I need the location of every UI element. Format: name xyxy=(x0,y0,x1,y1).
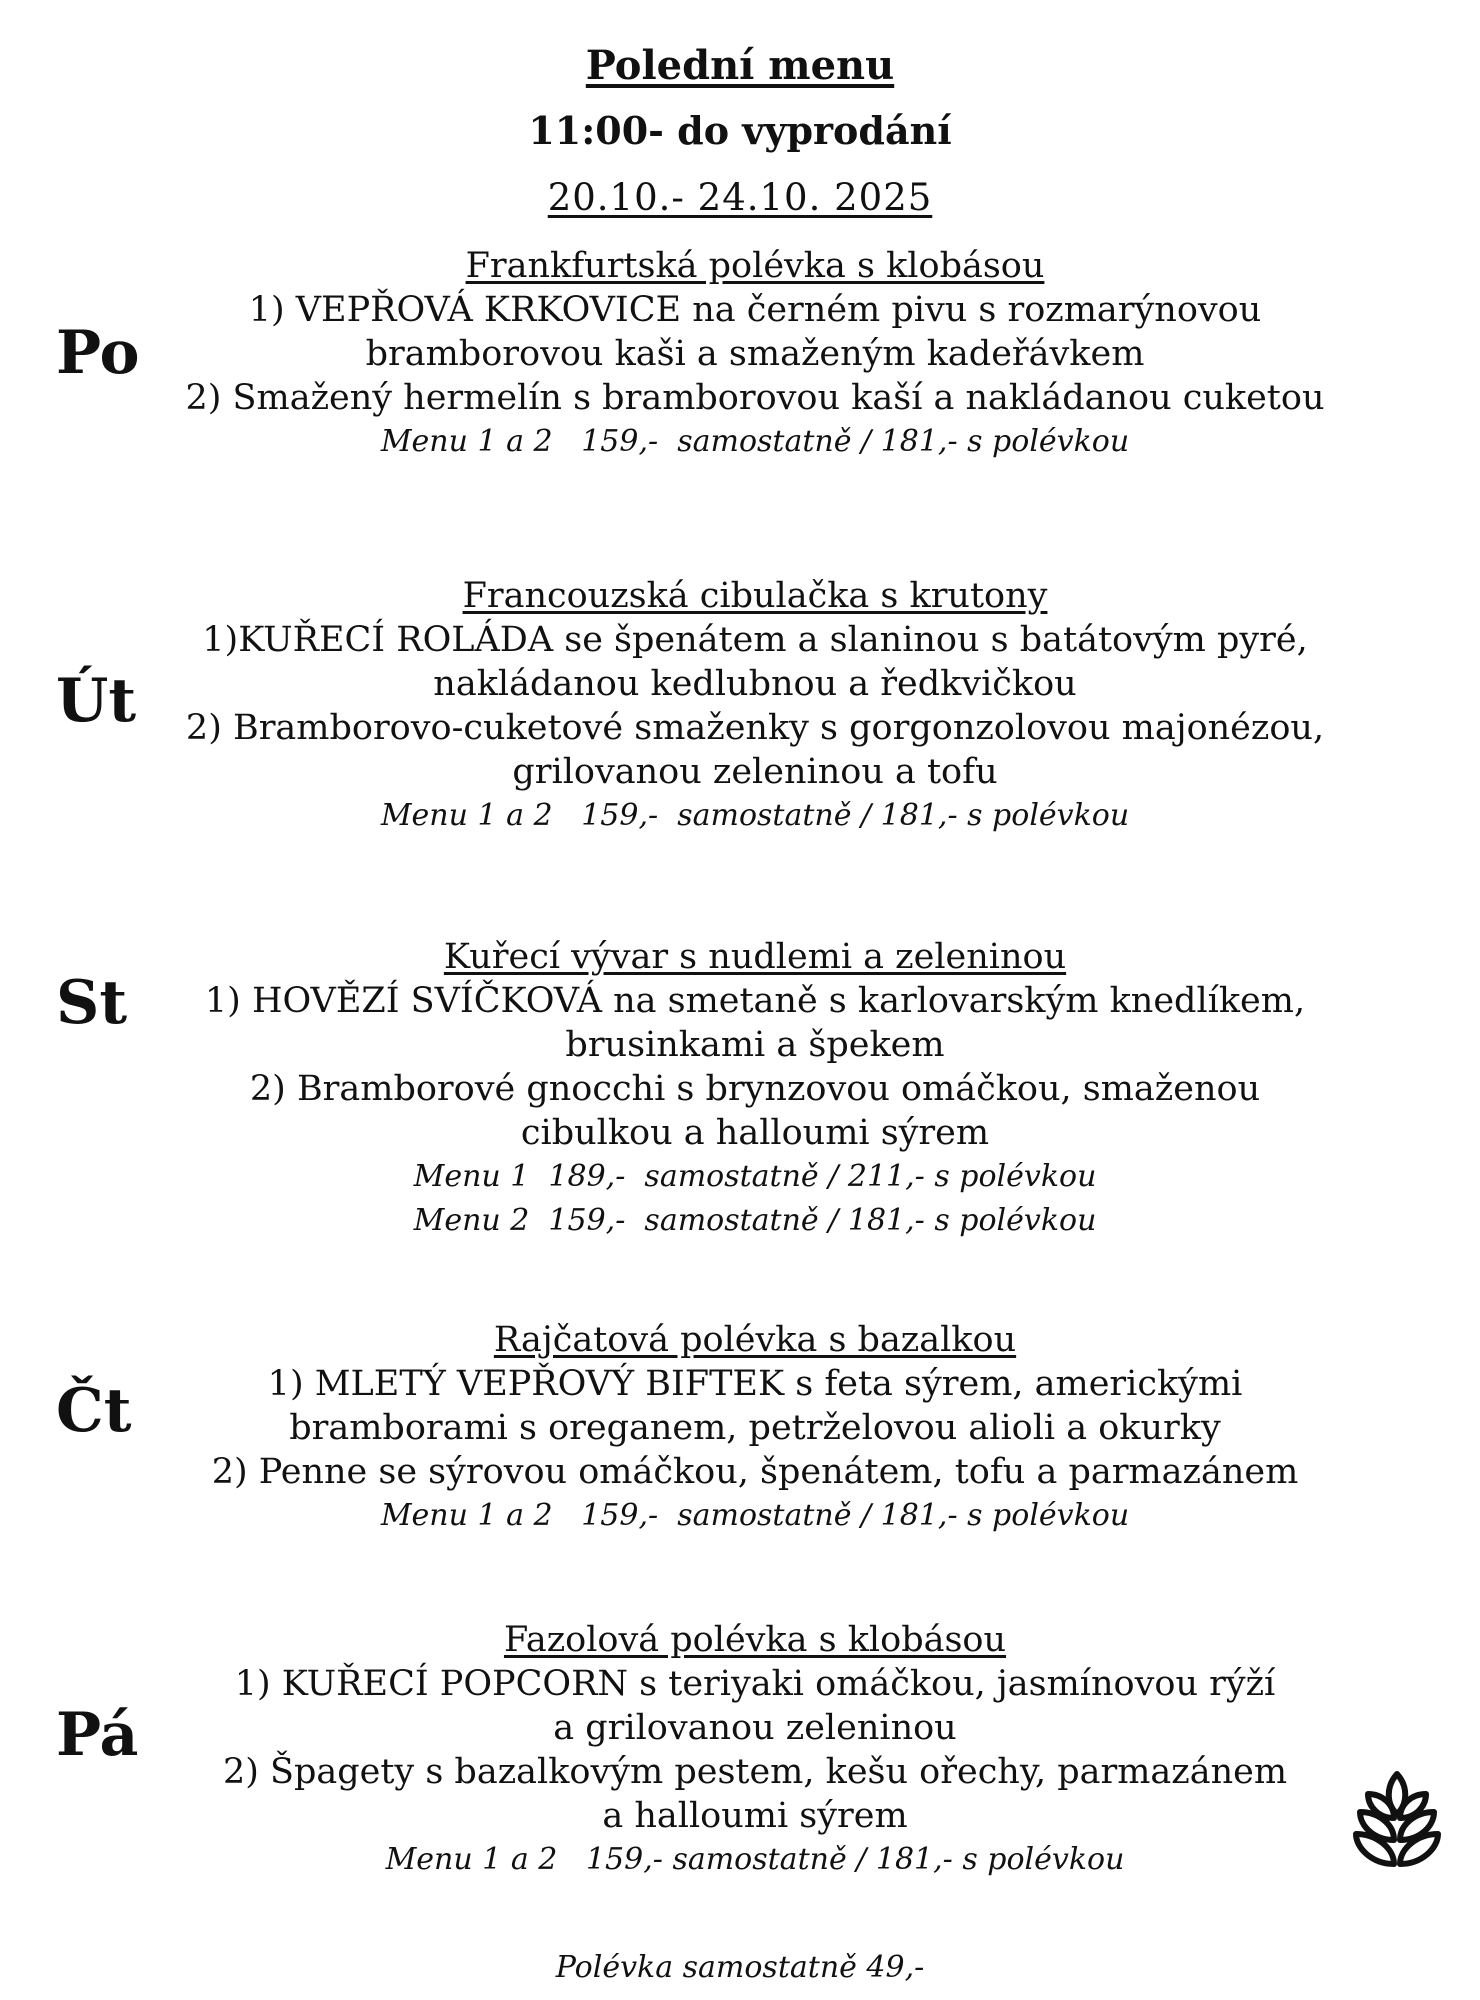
price-line: Menu 1 189,- samostatně / 211,- s polévkou xyxy=(413,1159,1097,1194)
dish-line: 1)KUŘECÍ ROLÁDA se špenátem a slaninou s batátovým pyré, xyxy=(202,620,1308,660)
soup-price-footer: Polévka samostatně 49,- xyxy=(555,1950,925,1985)
day-label-st: St xyxy=(56,968,128,1038)
day-block-ut xyxy=(140,574,1370,838)
dish-line: bramborovou kaši a smaženým kadeřávkem xyxy=(365,334,1145,374)
price-line: Menu 1 a 2 159,- samostatně / 181,- s polévkou xyxy=(380,1498,1130,1533)
price-line: Menu 1 a 2 159,- samostatně / 181,- s polévkou xyxy=(380,798,1130,833)
wheat-icon xyxy=(1352,1768,1442,1878)
dish-line: 2) Bramborovo-cuketové smaženky s gorgonzolovou majonézou, xyxy=(185,708,1325,748)
dish-line: 2) Špagety s bazalkovým pestem, kešu ořechy, parmazánem xyxy=(222,1752,1288,1792)
soup-st: Kuřecí vývar s nudlemi a zeleninou xyxy=(443,937,1067,977)
day-label-pa: Pá xyxy=(56,1700,139,1770)
soup-pa: Fazolová polévka s klobásou xyxy=(503,1620,1007,1660)
dish-line: cibulkou a halloumi sýrem xyxy=(520,1113,990,1153)
dish-line: a halloumi sýrem xyxy=(602,1796,908,1836)
dish-line: 1) VEPŘOVÁ KRKOVICE na černém pivu s rozmarýnovou xyxy=(248,290,1262,330)
price-line: Menu 1 a 2 159,- samostatně / 181,- s polévkou xyxy=(380,424,1130,459)
page-title: Polední menu xyxy=(585,42,895,89)
dish-line: 1) MLETÝ VEPŘOVÝ BIFTEK s feta sýrem, americkými xyxy=(267,1364,1243,1404)
day-block-po xyxy=(140,244,1370,464)
dish-line: a grilovanou zeleninou xyxy=(553,1708,957,1748)
day-block-pa xyxy=(140,1618,1370,1882)
price-line: Menu 1 a 2 159,- samostatně / 181,- s polévkou xyxy=(385,1842,1125,1877)
day-label-po: Po xyxy=(56,318,140,388)
day-label-ut: Út xyxy=(56,666,137,736)
day-block-ct xyxy=(140,1318,1370,1538)
soup-ct: Rajčatová polévka s bazalkou xyxy=(493,1320,1017,1360)
soup-ut: Francouzská cibulačka s krutony xyxy=(462,576,1048,616)
day-label-ct: Čt xyxy=(56,1376,132,1446)
dish-line: 1) KUŘECÍ POPCORN s teriyaki omáčkou, jasmínovou rýží xyxy=(234,1664,1276,1704)
dish-line: 2) Penne se sýrovou omáčkou, špenátem, tofu a parmazánem xyxy=(211,1452,1299,1492)
soup-po: Frankfurtská polévka s klobásou xyxy=(465,246,1045,286)
day-block-st xyxy=(140,935,1370,1243)
menu-dates: 20.10.- 24.10. 2025 xyxy=(547,176,933,219)
dish-line: grilovanou zeleninou a tofu xyxy=(512,752,998,792)
dish-line: nakládanou kedlubnou a ředkvičkou xyxy=(433,664,1077,704)
dish-line: 2) Bramborové gnocchi s brynzovou omáčkou, smaženou xyxy=(249,1069,1261,1109)
price-line: Menu 2 159,- samostatně / 181,- s polévkou xyxy=(413,1203,1097,1238)
dish-line: 2) Smažený hermelín s bramborovou kaší a nakládanou cuketou xyxy=(185,378,1325,418)
dish-line: 1) HOVĚZÍ SVÍČKOVÁ na smetaně s karlovarským knedlíkem, xyxy=(204,981,1306,1021)
dish-line: brusinkami a špekem xyxy=(565,1025,945,1065)
opening-hours: 11:00- do vyprodání xyxy=(528,108,952,153)
dish-line: bramborami s oreganem, petrželovou alioli a okurky xyxy=(289,1408,1221,1448)
